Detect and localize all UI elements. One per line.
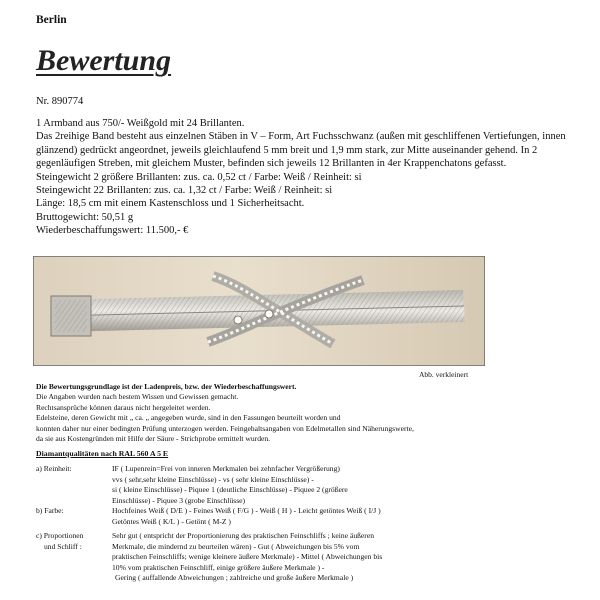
basis-line: Edelsteine, deren Gewicht mit „ ca. „ angegeben wurde, sind in den Fassungen beurteilt worden und (36, 413, 341, 423)
bracelet-photo (33, 256, 485, 366)
appraisal-number: Nr. 890774 (36, 96, 84, 107)
photo-caption: Abb. verkleinert (419, 370, 469, 379)
cut-line: Merkmale, die mindernd zu beurteilen wären) - Gut ( Abweichungen bis 5% vom (112, 541, 360, 551)
diamond-quality-table (36, 464, 596, 584)
clarity-line: IF ( Lupenrein=Frei von inneren Merkmalen bei zehnfacher Vergrößerung) (112, 464, 340, 473)
cut-values (112, 531, 596, 584)
clarity-line: Einschlüsse) - Piquee 3 (grobe Einschlüsse) (112, 495, 246, 505)
cut-line: Sehr gut ( entspricht der Proportionierung des praktischen Feinschliffs ; keine äußeren (112, 531, 374, 540)
basis-line: Rechtsansprüche können daraus nicht hergeleitet werden. (36, 402, 211, 412)
item-details: Das 2reihige Band besteht aus einzelnen Stäben in V – Form, Art Fuchsschwanz (außen mit geschliffenen Vertiefungen, innen glänzend) gedrückt angeordnet, jeweils gleichlaufend 5 mm breit und 1,9 mm stark, zur Mitte auseinander gehend. In 2 gegenläufigen Streben, mit gleichem Muster, befinden sich jeweils 12 Brillanten in 4er Krappenchatons gefasst. (36, 131, 566, 170)
stone-weight-small: Steingewicht 22 Brillanten: zus. ca. 1,32 ct / Farbe: Weiß / Reinheit: si (36, 185, 333, 197)
replacement-value: Wiederbeschaffungswert: 11.500,- € (36, 225, 189, 237)
basis-line: konnten daher nur einer bedingten Prüfung unterzogen werden. Feingehaltsangaben von Edelmetallen sind Näherungswerte, (36, 423, 414, 433)
cut-row (36, 531, 596, 584)
clarity-row (36, 464, 596, 506)
valuation-basis (36, 382, 596, 444)
page-title: Bewertung (36, 44, 172, 77)
color-line: Hochfeines Weiß ( D/E ) - Feines Weiß ( F/G ) - Weiß ( H ) - Leicht getöntes Weiß ( I/J ) (112, 506, 381, 515)
color-label: b) Farbe: (36, 506, 64, 515)
city-label: Berlin (36, 14, 67, 26)
cut-line: 10% vom praktischen Feinschliff, einige größere äußere Merkmale ) - (112, 562, 325, 572)
cut-line: praktischen Feinschliffs; wenige kleinere äußere Merkmale) - Mittel ( Abweichungen bis (112, 552, 383, 561)
cut-line: Gering ( auffallende Abweichungen ; zahlreiche und große äußere Merkmale ) (115, 573, 354, 582)
basis-line: da sie aus Kostengründen mit Hilfe der Säure - Strichprobe ermittelt wurden. (36, 434, 271, 444)
color-line: Getöntes Weiß ( K/L ) - Getönt ( M-Z ) (112, 516, 231, 526)
cut-label-line: c) Proportionen (36, 531, 84, 540)
stone-weight-large: Steingewicht 2 größere Brillanten: zus. ca. 0,52 ct / Farbe: Weiß / Reinheit: si (36, 171, 362, 183)
item-summary: 1 Armband aus 750/- Weißgold mit 24 Brillanten. (36, 118, 245, 129)
color-row (36, 506, 596, 527)
clarity-line: si ( kleine Einschlüsse) - Piquee 1 (deutliche Einschlüsse) - Piquee 2 (größere (112, 485, 348, 494)
cut-label (36, 531, 112, 584)
clarity-line: vvs ( sehr,sehr kleine Einschlüsse) - vs ( sehr kleine Einschlüsse) - (112, 474, 314, 484)
gross-weight: Bruttogewicht: 50,51 g (36, 211, 134, 223)
color-values (112, 506, 596, 527)
basis-heading: Die Bewertungsgrundlage ist der Ladenpreis, bzw. der Wiederbeschaffungswert. (36, 382, 297, 391)
basis-line: Die Angaben wurden nach bestem Wissen und Gewissen gemacht. (36, 392, 239, 402)
clarity-label: a) Reinheit: (36, 464, 72, 473)
cut-label-line: und Schliff : (44, 541, 82, 551)
item-description (36, 117, 588, 238)
diamond-quality-title: Diamantqualitäten nach RAL 560 A 5 E (36, 449, 169, 458)
length-text: Länge: 18,5 cm mit einem Kastenschloss und 1 Sicherheitsacht. (36, 198, 305, 210)
clarity-values (112, 464, 596, 506)
